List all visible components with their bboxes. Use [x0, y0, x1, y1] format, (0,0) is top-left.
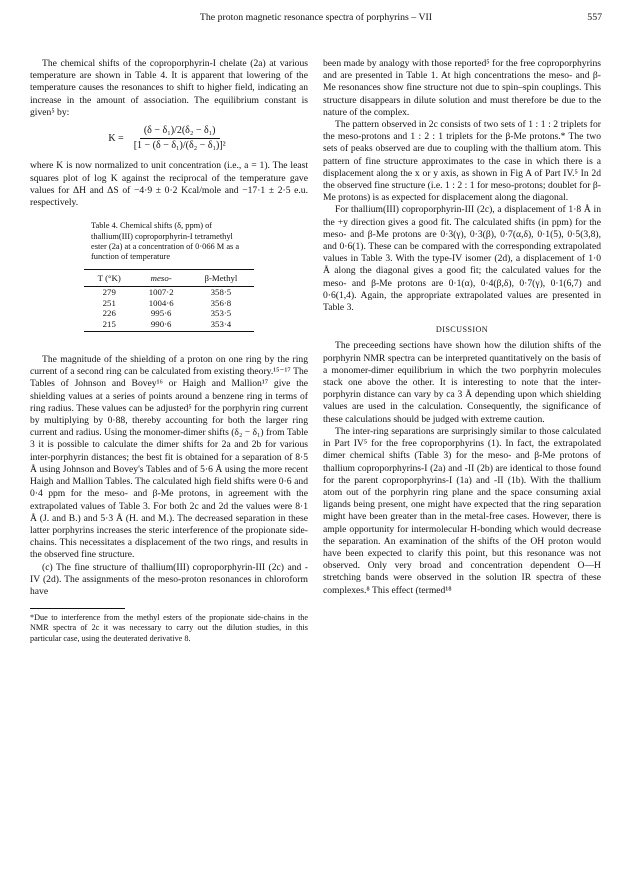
table-cell: 251 [102, 297, 116, 308]
equation-fraction [130, 125, 230, 152]
table-cell: 215 [84, 319, 134, 332]
equilibrium-equation [30, 125, 308, 152]
left-column [30, 58, 308, 644]
table-row [84, 287, 254, 298]
page-number: 557 [587, 12, 602, 23]
right-column [323, 58, 601, 597]
table-header-temperature: T (°K) [84, 269, 134, 286]
table-cell: 1004·6 [148, 297, 174, 308]
footnote-divider [30, 608, 125, 609]
table-cell: 990·6 [134, 319, 187, 332]
table-header-meso: meso- [134, 269, 187, 286]
chemical-shift-table [84, 269, 254, 332]
paragraph: The inter-ring separations are surprisingly similar to those calculated in Part IV⁵ for the free coproporphyrins (1). In fact, the extrapolated dimer chemical shifts (Table 3) for the meso- and β-Me protons of thallium coproporphyrins-I (2a) and -II (2b) are identical to those found for the parent coproporphyrins-I (1a) and -II (1b). With the thallium atom out of the porphyrin ring plane and the space consuming axial ligands being present, one might have expected that the ring separation might have been greater than in the metal-free cases. However, there is ample opportunity for intermolecular H-bonding which would decrease the separation. An examination of the shifts of the OH proton would have been expected to clarify this point, but this resonance was not observed. Only very broad and concentration dependent O—H stretching bands were observed in the solution IR spectra of these complexes.⁸ This effect (termed¹⁸ [323, 425, 601, 596]
section-heading: DISCUSSION [435, 325, 489, 335]
table-cell: 358·5 [210, 287, 232, 298]
paragraph: The chemical shifts of the coproporphyrin-I chelate (2a) at various temperature are shown in Table 4. It is apparent that lowering of the temperature causes the resonances to shift to higher field, indicating an increase in the amount of association. The equilibrium constant is given⁵ by: [30, 58, 308, 118]
paragraph: The magnitude of the shielding of a proton on one ring by the ring current of a second ring can be calculated from existing theory.¹⁵⁻¹⁷ The Tables of Johnson and Bovey¹⁶ or Haigh and Mallion¹⁷ give the shielding values at a series of points around a benzene ring in terms of ring radius. These values can be adjusted⁵ for the porphyrin ring current by multiplying by 0·88, thereby accounting for both the larger ring current and radius. Using the monomer-dimer shifts (δ₂ − δ₁) from Table 3 it is possible to calculate the dimer shifts for 2a and 2b for various inter-porphyrin distances; the best fit is obtained for a separation of 8·5 Å using Johnson and Bovey's Tables and of 5·6 Å using the more recent Haigh and Mallion Tables. The calculated high field shifts were 0·6 and 0·4 ppm for the meso- and β-Me protons, in agreement with the extrapolated values of Table 3. For both 2c and 2d the values were 8·1 Å (J. and B.) and 5·3 Å (H. and M.). The decreased separation in these latter porphyrins increases the steric interference of the propionate side-chains. This necessitates a displacement of the two rings, and results in the observed fine structure. [30, 354, 308, 561]
table-cell: 353·4 [188, 319, 254, 332]
equation-denominator: [1 − (δ − δ₁)/(δ₂ − δ₁)]² [133, 140, 226, 152]
equation-numerator: (δ − δ₁)/2(δ₂ − δ₁) [140, 125, 220, 139]
paragraph: The preceeding sections have shown how the dilution shifts of the porphyrin NMR spectra can be interpreted quantitatively on the basis of a monomer-dimer equilibrium in which the two porphyrin molecules stack one above the other. It is interesting to note that the inter-porphyrin distance can vary by ca 3 Å depending upon which shielding values are used in the calculation. Consequently, the significance of these calculations should be judged with extreme caution. [323, 340, 601, 425]
table-cell: 356·8 [210, 297, 232, 308]
paragraph: been made by analogy with those reported⁵ for the free coproporphyrins and are presented in Table 1. At high concentrations the meso- and β-Me resonances show fine structure not due to spin–spin couplings. This structure disappears in dilute solution and must therefore be due to the nature of the complex. [323, 58, 601, 118]
table-cell: 353·5 [210, 308, 232, 319]
running-title: The proton magnetic resonance spectra of porphyrins – VII [199, 12, 433, 23]
table-cell: 1007·2 [148, 287, 174, 298]
equation-lhs: K = [108, 132, 124, 144]
table-row [84, 308, 254, 319]
paragraph: (c) The fine structure of thallium(III) coproporphyrin-III (2c) and -IV (2d). The assignments of the meso-proton resonances in chloroform have [30, 561, 308, 597]
paragraph: The pattern observed in 2c consists of two sets of 1 : 1 : 2 triplets for the meso-protons and 1 : 2 : 1 triplets for the β-Me protons.* The two sets of peaks observed are due to coupling with the thallium atom. This pattern of fine structure approximates to the case in which there is a displacement along the x or y axis, as shown in Fig A of Part IV.⁵ In 2d the observed fine structure (i.e. 1 : 2 : 1 for meso-protons; doublet for β-Me protons) is as expected for displacement along the diagonal. [323, 119, 601, 204]
table-row [84, 298, 254, 309]
table-header-beta-methyl: β-Methyl [188, 269, 254, 286]
table-cell: 995·6 [150, 308, 172, 319]
table-cell: 226 [102, 308, 116, 319]
paragraph: where K is now normalized to unit concentration (i.e., a = 1). The least squares plot of log K against the reciprocal of the temperature gave values for ΔH and ΔS of −4·9 ± 0·2 Kcal/mole and −17·1 ± 2·5 e.u. respectively. [30, 160, 308, 209]
paragraph: For thallium(III) coproporphyrin-III (2c), a displacement of 1·8 Å in the +y direction gives a good fit. The calculated shifts (in ppm) for the meso- and β-Me protons are 0·3(γ), 0·3(β), 0·7(α,δ), 0·1(5), 0·5(3,8), and 0·6(1). These can be compared with the corresponding extrapolated values in Table 3. With the type-IV isomer (2d), a displacement of 1·0 Å along the diagonal gives a good fit; the calculated values for the meso- and β-Me protons are 0·1(α), 0·4(β,δ), 0·7(γ), 0·1(6,7) and 0·6(1,4). Again, the appropriate extrapolated values are presented in Table 3. [323, 204, 601, 314]
footnote: *Due to interference from the methyl esters of the propionate side-chains in the NMR spectra of 2c it was necessary to carry out the dilution studies, in this particular case, using the deuterated derivative 8. [30, 613, 308, 643]
running-header [30, 12, 602, 28]
table-caption: Table 4. Chemical shifts (δ, ppm) of thallium(III) coproporphyrin-I tetramethyl ester (2a) at a concentration of 0·066 M as a function of temperature [91, 221, 240, 262]
table-row [84, 319, 254, 332]
table-cell: 279 [102, 287, 116, 298]
